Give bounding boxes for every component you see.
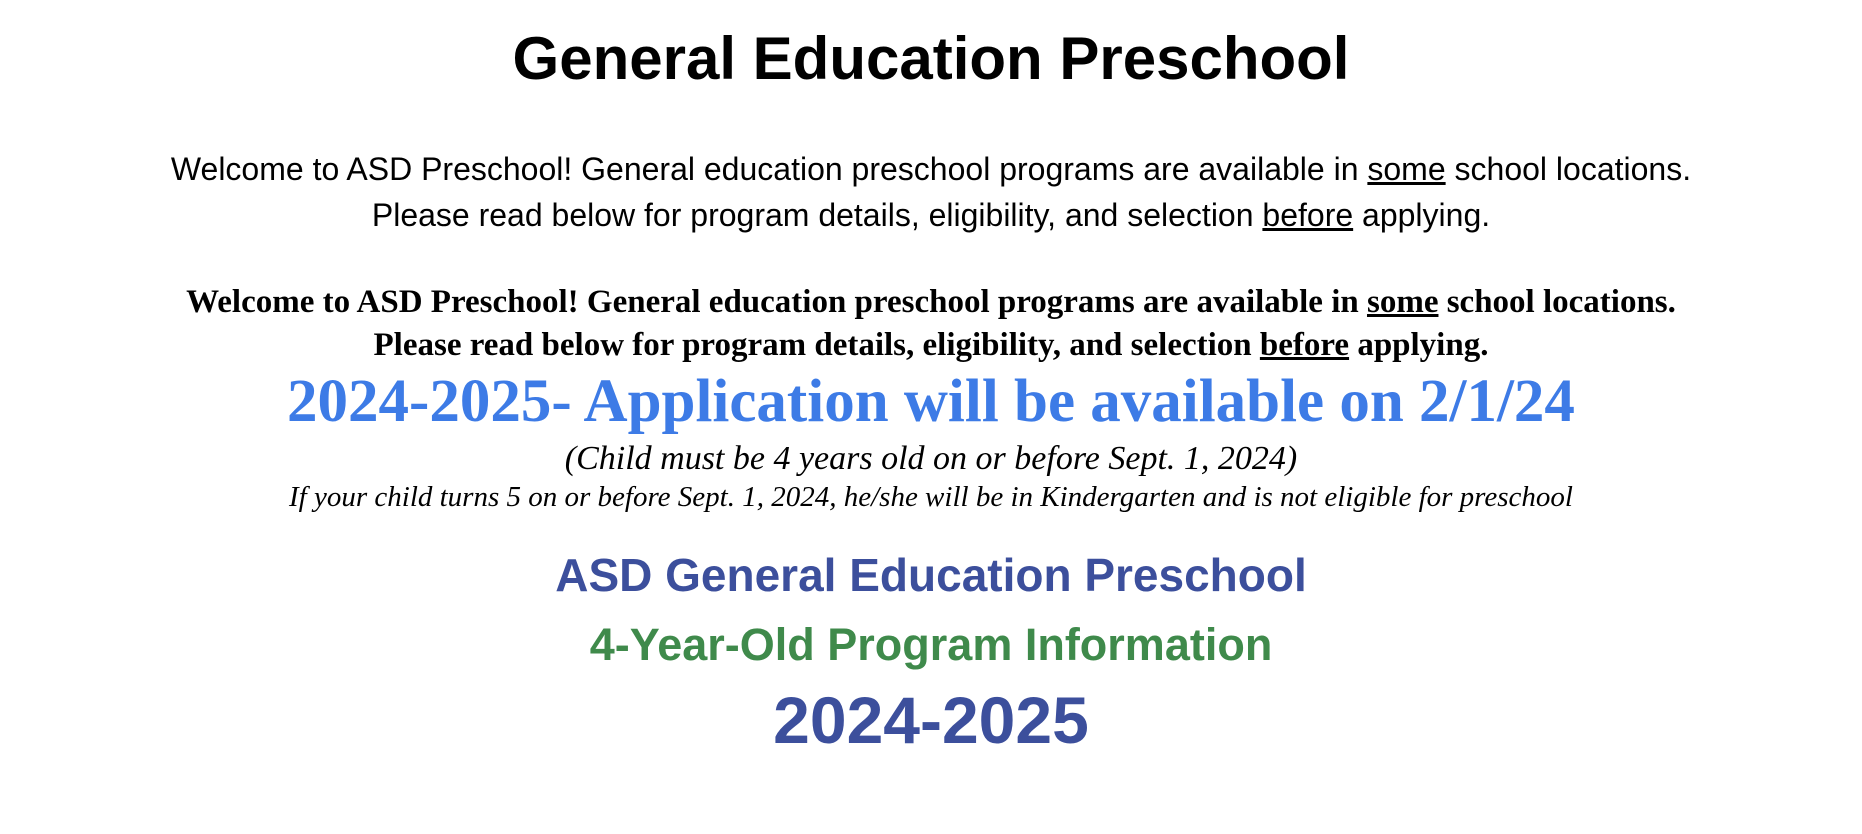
page-title: General Education Preschool: [512, 25, 1350, 92]
welcome-intro-line-2: [0, 192, 1862, 238]
welcome-intro-line-2-end: applying.: [1353, 197, 1491, 233]
welcome-intro: [0, 146, 1862, 238]
welcome-intro-bold-line-2-text: Please read below for program details, eligibility, and selection: [373, 327, 1260, 363]
program-name-heading: ASD General Education Preschool: [555, 549, 1307, 601]
welcome-intro-bold-line-1: [0, 281, 1862, 324]
welcome-intro-line-1: [0, 146, 1862, 192]
welcome-intro-emphasis-some: some: [1367, 151, 1446, 187]
program-info-heading: 4-Year-Old Program Information: [589, 619, 1273, 670]
kindergarten-eligibility-note: If your child turns 5 on or before Sept. 1, 2024, he/she will be in Kindergarten and is not eligible for preschool: [289, 481, 1573, 513]
page-content: [0, 24, 1862, 760]
application-availability-heading: 2024-2025- Application will be available on 2/1/24: [287, 368, 1575, 435]
welcome-intro-bold-emphasis-some: some: [1366, 284, 1439, 320]
welcome-intro-bold: [0, 281, 1862, 367]
welcome-intro-bold-line-1-text: Welcome to ASD Preschool! General education preschool programs are available in: [186, 284, 1367, 320]
age-requirement-note: (Child must be 4 years old on or before Sept. 1, 2024): [564, 440, 1298, 477]
welcome-intro-emphasis-before: before: [1262, 197, 1354, 233]
welcome-intro-line-1-end: school locations.: [1445, 151, 1692, 187]
welcome-intro-bold-line-2: [0, 324, 1862, 367]
welcome-intro-bold-line-2-end: applying.: [1349, 327, 1489, 363]
welcome-intro-bold-emphasis-before: before: [1259, 327, 1350, 363]
welcome-intro-line-2-text: Please read below for program details, eligibility, and selection: [371, 197, 1263, 233]
welcome-intro-bold-line-1-end: school locations.: [1438, 284, 1676, 320]
program-year-heading: 2024-2025: [773, 683, 1089, 757]
welcome-intro-line-1-text: Welcome to ASD Preschool! General education preschool programs are available in: [170, 151, 1368, 187]
